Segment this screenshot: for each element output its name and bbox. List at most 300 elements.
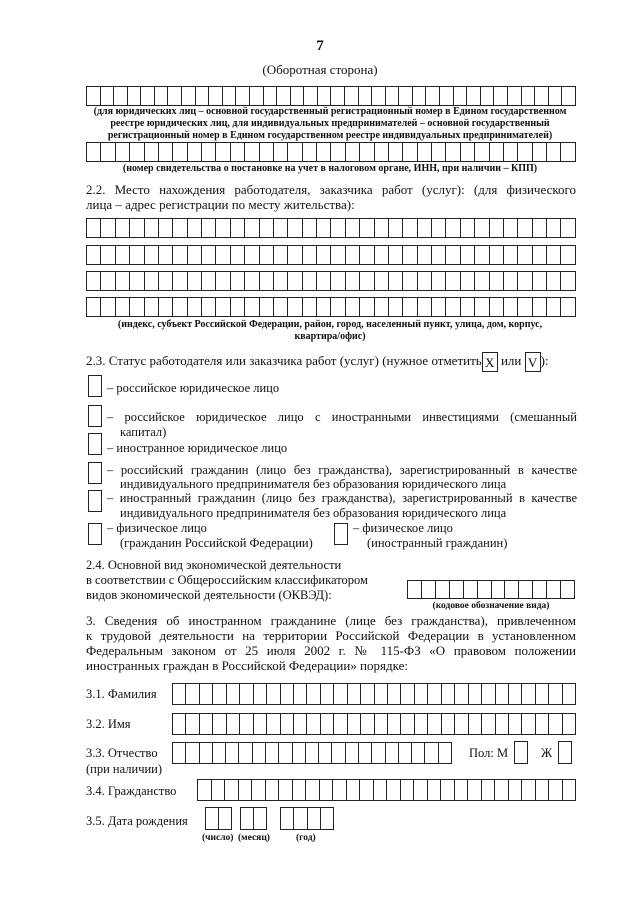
character-cell[interactable] <box>130 142 144 162</box>
character-cell[interactable] <box>374 779 388 801</box>
character-cell[interactable] <box>307 713 320 735</box>
character-cell[interactable] <box>306 742 319 764</box>
character-cell[interactable] <box>240 713 253 735</box>
character-cell[interactable] <box>331 218 345 238</box>
character-cell[interactable] <box>389 142 403 162</box>
character-cell[interactable] <box>116 218 130 238</box>
patronymic-input-boxes[interactable] <box>172 742 452 764</box>
character-cell[interactable] <box>101 297 115 317</box>
character-cell[interactable] <box>418 142 432 162</box>
character-cell[interactable] <box>547 271 561 291</box>
character-cell[interactable] <box>469 713 482 735</box>
character-cell[interactable] <box>87 86 101 106</box>
character-cell[interactable] <box>401 713 414 735</box>
character-cell[interactable] <box>173 297 187 317</box>
character-cell[interactable] <box>173 742 186 764</box>
character-cell[interactable] <box>432 218 446 238</box>
character-cell[interactable] <box>561 142 575 162</box>
character-cell[interactable] <box>317 218 331 238</box>
character-cell[interactable] <box>254 807 267 830</box>
character-cell[interactable] <box>317 142 331 162</box>
character-cell[interactable] <box>361 683 374 705</box>
inn-kpp-input-boxes[interactable] <box>86 142 576 162</box>
character-cell[interactable] <box>346 142 360 162</box>
character-cell[interactable] <box>372 742 385 764</box>
character-cell[interactable] <box>219 807 232 830</box>
character-cell[interactable] <box>331 142 345 162</box>
character-cell[interactable] <box>533 218 547 238</box>
character-cell[interactable] <box>414 779 428 801</box>
character-cell[interactable] <box>264 86 278 106</box>
character-cell[interactable] <box>254 713 267 735</box>
character-cell[interactable] <box>306 779 320 801</box>
character-cell[interactable] <box>188 297 202 317</box>
character-cell[interactable] <box>186 742 199 764</box>
character-cell[interactable] <box>418 271 432 291</box>
character-cell[interactable] <box>386 86 400 106</box>
character-cell[interactable] <box>518 142 532 162</box>
character-cell[interactable] <box>475 218 489 238</box>
character-cell[interactable] <box>403 142 417 162</box>
character-cell[interactable] <box>130 245 144 265</box>
character-cell[interactable] <box>547 580 561 599</box>
character-cell[interactable] <box>291 86 305 106</box>
character-cell[interactable] <box>216 271 230 291</box>
character-cell[interactable] <box>346 742 359 764</box>
character-cell[interactable] <box>260 142 274 162</box>
character-cell[interactable] <box>288 297 302 317</box>
surname-input-boxes[interactable] <box>172 683 576 705</box>
character-cell[interactable] <box>294 713 307 735</box>
character-cell[interactable] <box>188 142 202 162</box>
character-cell[interactable] <box>317 271 331 291</box>
character-cell[interactable] <box>130 271 144 291</box>
character-cell[interactable] <box>130 218 144 238</box>
character-cell[interactable] <box>145 218 159 238</box>
character-cell[interactable] <box>116 245 130 265</box>
character-cell[interactable] <box>254 683 267 705</box>
character-cell[interactable] <box>303 218 317 238</box>
character-cell[interactable] <box>216 142 230 162</box>
character-cell[interactable] <box>216 245 230 265</box>
character-cell[interactable] <box>200 713 213 735</box>
character-cell[interactable] <box>547 218 561 238</box>
character-cell[interactable] <box>331 297 345 317</box>
character-cell[interactable] <box>346 218 360 238</box>
address-row-3-boxes[interactable] <box>86 271 576 291</box>
character-cell[interactable] <box>375 713 388 735</box>
character-cell[interactable] <box>145 297 159 317</box>
character-cell[interactable] <box>231 142 245 162</box>
character-cell[interactable] <box>547 297 561 317</box>
character-cell[interactable] <box>159 218 173 238</box>
character-cell[interactable] <box>426 86 440 106</box>
character-cell[interactable] <box>317 297 331 317</box>
character-cell[interactable] <box>293 742 306 764</box>
character-cell[interactable] <box>389 271 403 291</box>
character-cell[interactable] <box>533 271 547 291</box>
character-cell[interactable] <box>428 713 441 735</box>
character-cell[interactable] <box>561 245 575 265</box>
character-cell[interactable] <box>274 245 288 265</box>
character-cell[interactable] <box>442 713 455 735</box>
character-cell[interactable] <box>496 683 509 705</box>
character-cell[interactable] <box>464 580 478 599</box>
character-cell[interactable] <box>360 245 374 265</box>
character-cell[interactable] <box>101 245 115 265</box>
character-cell[interactable] <box>522 86 536 106</box>
character-cell[interactable] <box>388 713 401 735</box>
character-cell[interactable] <box>389 245 403 265</box>
character-cell[interactable] <box>145 142 159 162</box>
character-cell[interactable] <box>360 271 374 291</box>
character-cell[interactable] <box>504 271 518 291</box>
character-cell[interactable] <box>346 297 360 317</box>
character-cell[interactable] <box>294 807 307 830</box>
character-cell[interactable] <box>504 297 518 317</box>
character-cell[interactable] <box>206 807 219 830</box>
character-cell[interactable] <box>446 245 460 265</box>
status-checkbox-individual-foreign[interactable] <box>334 523 348 545</box>
character-cell[interactable] <box>239 742 252 764</box>
character-cell[interactable] <box>494 86 508 106</box>
character-cell[interactable] <box>260 271 274 291</box>
character-cell[interactable] <box>446 218 460 238</box>
character-cell[interactable] <box>490 218 504 238</box>
character-cell[interactable] <box>348 713 361 735</box>
character-cell[interactable] <box>533 245 547 265</box>
character-cell[interactable] <box>114 86 128 106</box>
character-cell[interactable] <box>547 245 561 265</box>
character-cell[interactable] <box>213 683 226 705</box>
character-cell[interactable] <box>375 297 389 317</box>
character-cell[interactable] <box>455 713 468 735</box>
character-cell[interactable] <box>490 142 504 162</box>
character-cell[interactable] <box>536 683 549 705</box>
character-cell[interactable] <box>509 779 523 801</box>
character-cell[interactable] <box>236 86 250 106</box>
character-cell[interactable] <box>202 297 216 317</box>
character-cell[interactable] <box>159 297 173 317</box>
character-cell[interactable] <box>186 683 199 705</box>
character-cell[interactable] <box>535 86 549 106</box>
character-cell[interactable] <box>318 86 332 106</box>
character-cell[interactable] <box>260 297 274 317</box>
character-cell[interactable] <box>536 779 550 801</box>
character-cell[interactable] <box>116 297 130 317</box>
character-cell[interactable] <box>399 86 413 106</box>
character-cell[interactable] <box>231 271 245 291</box>
character-cell[interactable] <box>334 713 347 735</box>
character-cell[interactable] <box>504 245 518 265</box>
character-cell[interactable] <box>240 683 253 705</box>
character-cell[interactable] <box>415 683 428 705</box>
character-cell[interactable] <box>461 245 475 265</box>
character-cell[interactable] <box>223 86 237 106</box>
character-cell[interactable] <box>482 683 495 705</box>
character-cell[interactable] <box>281 807 294 830</box>
character-cell[interactable] <box>496 713 509 735</box>
character-cell[interactable] <box>360 218 374 238</box>
character-cell[interactable] <box>446 271 460 291</box>
character-cell[interactable] <box>202 245 216 265</box>
character-cell[interactable] <box>375 271 389 291</box>
character-cell[interactable] <box>188 245 202 265</box>
character-cell[interactable] <box>492 580 506 599</box>
character-cell[interactable] <box>267 713 280 735</box>
character-cell[interactable] <box>274 218 288 238</box>
character-cell[interactable] <box>182 86 196 106</box>
character-cell[interactable] <box>375 245 389 265</box>
character-cell[interactable] <box>490 245 504 265</box>
character-cell[interactable] <box>505 580 519 599</box>
character-cell[interactable] <box>279 742 292 764</box>
character-cell[interactable] <box>303 142 317 162</box>
character-cell[interactable] <box>347 779 361 801</box>
character-cell[interactable] <box>372 86 386 106</box>
character-cell[interactable] <box>116 142 130 162</box>
character-cell[interactable] <box>475 297 489 317</box>
character-cell[interactable] <box>231 297 245 317</box>
character-cell[interactable] <box>87 245 101 265</box>
character-cell[interactable] <box>412 742 425 764</box>
character-cell[interactable] <box>274 142 288 162</box>
character-cell[interactable] <box>266 742 279 764</box>
character-cell[interactable] <box>87 297 101 317</box>
character-cell[interactable] <box>173 218 187 238</box>
character-cell[interactable] <box>386 742 399 764</box>
character-cell[interactable] <box>317 245 331 265</box>
character-cell[interactable] <box>128 86 142 106</box>
character-cell[interactable] <box>455 779 469 801</box>
character-cell[interactable] <box>202 218 216 238</box>
character-cell[interactable] <box>216 218 230 238</box>
character-cell[interactable] <box>495 779 509 801</box>
character-cell[interactable] <box>202 142 216 162</box>
character-cell[interactable] <box>432 142 446 162</box>
character-cell[interactable] <box>440 86 454 106</box>
citizenship-input-boxes[interactable] <box>197 779 576 801</box>
status-checkbox-individual-russian[interactable] <box>88 523 102 545</box>
character-cell[interactable] <box>549 713 562 735</box>
sex-male-checkbox[interactable] <box>514 741 528 764</box>
character-cell[interactable] <box>478 580 492 599</box>
character-cell[interactable] <box>346 271 360 291</box>
character-cell[interactable] <box>490 271 504 291</box>
character-cell[interactable] <box>563 683 576 705</box>
character-cell[interactable] <box>216 297 230 317</box>
character-cell[interactable] <box>200 742 213 764</box>
character-cell[interactable] <box>116 271 130 291</box>
character-cell[interactable] <box>101 218 115 238</box>
character-cell[interactable] <box>469 683 482 705</box>
character-cell[interactable] <box>428 779 442 801</box>
character-cell[interactable] <box>173 245 187 265</box>
character-cell[interactable] <box>281 683 294 705</box>
character-cell[interactable] <box>446 142 460 162</box>
character-cell[interactable] <box>245 297 259 317</box>
character-cell[interactable] <box>563 713 576 735</box>
character-cell[interactable] <box>461 218 475 238</box>
character-cell[interactable] <box>101 86 115 106</box>
character-cell[interactable] <box>200 683 213 705</box>
character-cell[interactable] <box>467 86 481 106</box>
character-cell[interactable] <box>274 271 288 291</box>
character-cell[interactable] <box>519 580 533 599</box>
character-cell[interactable] <box>413 86 427 106</box>
status-checkbox-foreign-entrepreneur[interactable] <box>88 490 102 512</box>
character-cell[interactable] <box>561 580 575 599</box>
character-cell[interactable] <box>303 245 317 265</box>
character-cell[interactable] <box>389 218 403 238</box>
character-cell[interactable] <box>361 713 374 735</box>
character-cell[interactable] <box>345 86 359 106</box>
character-cell[interactable] <box>563 779 577 801</box>
character-cell[interactable] <box>294 683 307 705</box>
character-cell[interactable] <box>418 245 432 265</box>
character-cell[interactable] <box>188 271 202 291</box>
character-cell[interactable] <box>213 713 226 735</box>
character-cell[interactable] <box>360 297 374 317</box>
character-cell[interactable] <box>202 271 216 291</box>
character-cell[interactable] <box>320 779 334 801</box>
character-cell[interactable] <box>188 218 202 238</box>
character-cell[interactable] <box>196 86 210 106</box>
birth-month-input-boxes[interactable] <box>240 807 267 830</box>
character-cell[interactable] <box>173 713 186 735</box>
character-cell[interactable] <box>359 742 372 764</box>
character-cell[interactable] <box>415 713 428 735</box>
character-cell[interactable] <box>450 580 464 599</box>
character-cell[interactable] <box>461 297 475 317</box>
character-cell[interactable] <box>518 218 532 238</box>
character-cell[interactable] <box>518 245 532 265</box>
character-cell[interactable] <box>231 218 245 238</box>
sex-female-checkbox[interactable] <box>558 741 572 764</box>
character-cell[interactable] <box>321 683 334 705</box>
character-cell[interactable] <box>547 142 561 162</box>
character-cell[interactable] <box>475 245 489 265</box>
character-cell[interactable] <box>288 245 302 265</box>
character-cell[interactable] <box>399 742 412 764</box>
character-cell[interactable] <box>250 86 264 106</box>
character-cell[interactable] <box>401 683 414 705</box>
character-cell[interactable] <box>454 86 468 106</box>
character-cell[interactable] <box>260 218 274 238</box>
character-cell[interactable] <box>173 271 187 291</box>
character-cell[interactable] <box>439 742 452 764</box>
character-cell[interactable] <box>549 779 563 801</box>
character-cell[interactable] <box>522 683 535 705</box>
character-cell[interactable] <box>408 580 422 599</box>
character-cell[interactable] <box>461 271 475 291</box>
character-cell[interactable] <box>274 297 288 317</box>
character-cell[interactable] <box>455 683 468 705</box>
character-cell[interactable] <box>331 245 345 265</box>
character-cell[interactable] <box>159 142 173 162</box>
character-cell[interactable] <box>225 779 239 801</box>
character-cell[interactable] <box>173 683 186 705</box>
character-cell[interactable] <box>252 779 266 801</box>
character-cell[interactable] <box>307 683 320 705</box>
character-cell[interactable] <box>360 142 374 162</box>
character-cell[interactable] <box>332 742 345 764</box>
character-cell[interactable] <box>303 297 317 317</box>
address-row-2-boxes[interactable] <box>86 245 576 265</box>
character-cell[interactable] <box>145 245 159 265</box>
character-cell[interactable] <box>101 271 115 291</box>
character-cell[interactable] <box>334 683 347 705</box>
character-cell[interactable] <box>446 297 460 317</box>
character-cell[interactable] <box>319 742 332 764</box>
character-cell[interactable] <box>533 142 547 162</box>
character-cell[interactable] <box>468 779 482 801</box>
character-cell[interactable] <box>260 245 274 265</box>
birth-year-input-boxes[interactable] <box>280 807 334 830</box>
status-checkbox-russian-entrepreneur[interactable] <box>88 462 102 484</box>
character-cell[interactable] <box>241 807 254 830</box>
character-cell[interactable] <box>331 86 345 106</box>
character-cell[interactable] <box>533 580 547 599</box>
character-cell[interactable] <box>266 779 280 801</box>
character-cell[interactable] <box>375 683 388 705</box>
character-cell[interactable] <box>522 779 536 801</box>
character-cell[interactable] <box>173 142 187 162</box>
character-cell[interactable] <box>277 86 291 106</box>
character-cell[interactable] <box>321 807 334 830</box>
character-cell[interactable] <box>333 779 347 801</box>
character-cell[interactable] <box>359 86 373 106</box>
character-cell[interactable] <box>159 245 173 265</box>
character-cell[interactable] <box>461 142 475 162</box>
character-cell[interactable] <box>87 142 101 162</box>
character-cell[interactable] <box>436 580 450 599</box>
character-cell[interactable] <box>293 779 307 801</box>
character-cell[interactable] <box>432 271 446 291</box>
character-cell[interactable] <box>375 218 389 238</box>
character-cell[interactable] <box>425 742 438 764</box>
character-cell[interactable] <box>288 218 302 238</box>
character-cell[interactable] <box>155 86 169 106</box>
character-cell[interactable] <box>508 86 522 106</box>
character-cell[interactable] <box>360 779 374 801</box>
character-cell[interactable] <box>303 271 317 291</box>
character-cell[interactable] <box>504 142 518 162</box>
character-cell[interactable] <box>482 779 496 801</box>
character-cell[interactable] <box>490 297 504 317</box>
character-cell[interactable] <box>401 779 415 801</box>
status-checkbox-russian-legal-entity[interactable] <box>88 375 102 397</box>
character-cell[interactable] <box>375 142 389 162</box>
character-cell[interactable] <box>482 713 495 735</box>
character-cell[interactable] <box>245 271 259 291</box>
character-cell[interactable] <box>422 580 436 599</box>
character-cell[interactable] <box>561 297 575 317</box>
character-cell[interactable] <box>227 713 240 735</box>
character-cell[interactable] <box>245 218 259 238</box>
character-cell[interactable] <box>231 245 245 265</box>
character-cell[interactable] <box>130 297 144 317</box>
character-cell[interactable] <box>141 86 155 106</box>
character-cell[interactable] <box>331 271 345 291</box>
character-cell[interactable] <box>403 218 417 238</box>
character-cell[interactable] <box>533 297 547 317</box>
ogrn-input-boxes[interactable] <box>86 86 576 106</box>
character-cell[interactable] <box>549 683 562 705</box>
character-cell[interactable] <box>288 271 302 291</box>
character-cell[interactable] <box>387 779 401 801</box>
character-cell[interactable] <box>475 142 489 162</box>
